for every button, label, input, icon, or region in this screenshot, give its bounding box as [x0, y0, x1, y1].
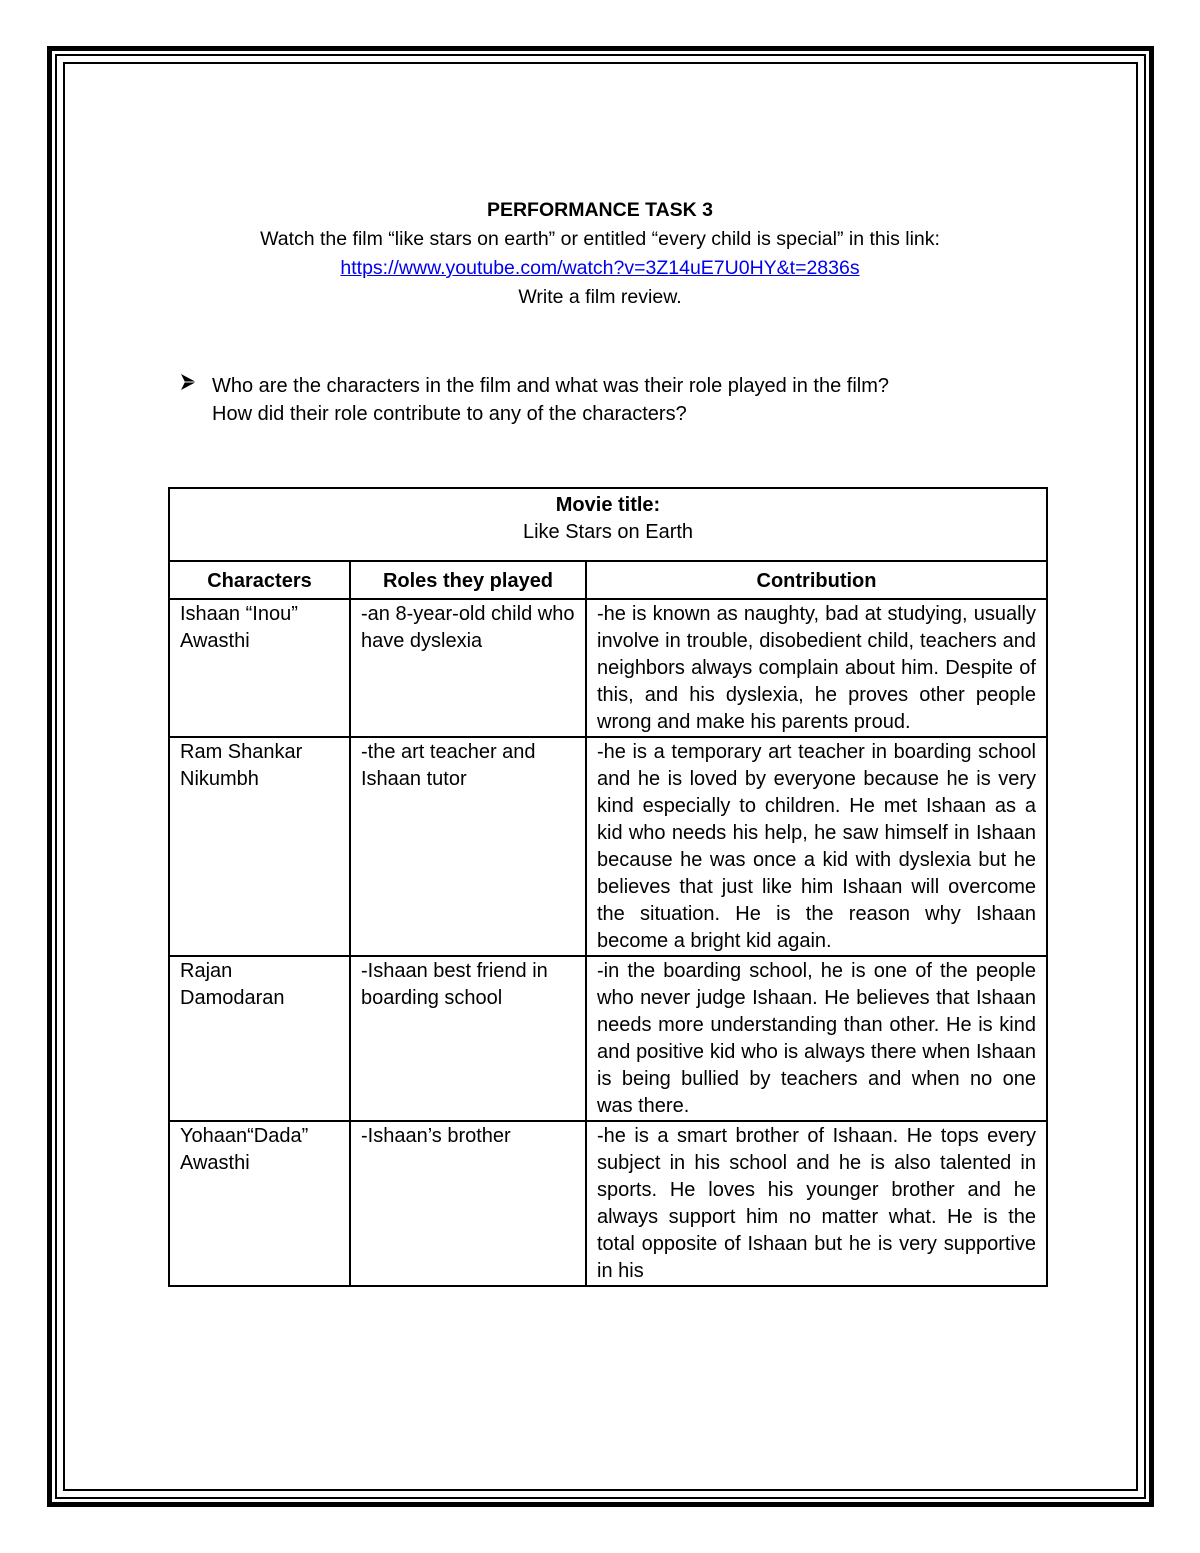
header	[100, 196, 1100, 312]
question-prompt	[180, 372, 1080, 428]
table-row	[169, 956, 1047, 1121]
column-header-roles: Roles they played	[350, 561, 586, 599]
prompt-line-2: How did their role contribute to any of the characters?	[212, 403, 687, 425]
character-table	[168, 487, 1048, 1287]
character-contribution: -in the boarding school, he is one of the people who never judge Ishaan. He believes that Ishaan needs more understanding than other. He is kind and positive kid who is always there when Ishaan is being bullied by teachers and when no one was there.	[586, 956, 1047, 1121]
character-role: -Ishaan’s brother	[350, 1121, 586, 1286]
task-text: Write a film review.	[518, 286, 682, 308]
character-contribution: -he is a temporary art teacher in boarding school and he is loved by everyone because he is very kind especially to children. He met Ishaan as a kid who needs his help, he saw himself in Ishaan because he was once a kid with dyslexia but he believes that just like him Ishaan will overcome the situation. He is the reason why Ishaan become a bright kid again.	[586, 737, 1047, 956]
character-role: -the art teacher and Ishaan tutor	[350, 737, 586, 956]
arrow-bullet-icon	[180, 372, 202, 400]
prompt-line-1: Who are the characters in the film and what was their role played in the film?	[212, 375, 889, 397]
character-contribution: -he is known as naughty, bad at studying, usually involve in trouble, disobedient child, teachers and neighbors always complain about him. Despite of this, and his dyslexia, he proves other people wrong and make his parents proud.	[586, 599, 1047, 737]
column-header-contribution: Contribution	[586, 561, 1047, 599]
movie-title: Like Stars on Earth	[522, 521, 694, 543]
table-row	[169, 599, 1047, 737]
table-row	[169, 737, 1047, 956]
character-name: Yohaan“Dada” Awasthi	[169, 1121, 350, 1286]
youtube-link[interactable]: https://www.youtube.com/watch?v=3Z14uE7U0HY&t=2836s	[340, 257, 860, 279]
table-row	[169, 1121, 1047, 1286]
character-role: -an 8-year-old child who have dyslexia	[350, 599, 586, 737]
character-contribution: -he is a smart brother of Ishaan. He tops every subject in his school and he is also talented in sports. He loves his younger brother and he always support him no matter what. He is the total opposite of Ishaan but he is very supportive in his	[586, 1121, 1047, 1286]
character-name: Rajan Damodaran	[169, 956, 350, 1121]
column-header-characters: Characters	[169, 561, 350, 599]
page-title: PERFORMANCE TASK 3	[486, 199, 714, 221]
character-name: Ram Shankar Nikumbh	[169, 737, 350, 956]
character-role: -Ishaan best friend in boarding school	[350, 956, 586, 1121]
character-name: Ishaan “Inou” Awasthi	[169, 599, 350, 737]
movie-title-label: Movie title:	[555, 494, 661, 516]
instruction-text: Watch the film “like stars on earth” or entitled “every child is special” in this link:	[260, 228, 940, 250]
movie-title-cell	[169, 488, 1047, 561]
